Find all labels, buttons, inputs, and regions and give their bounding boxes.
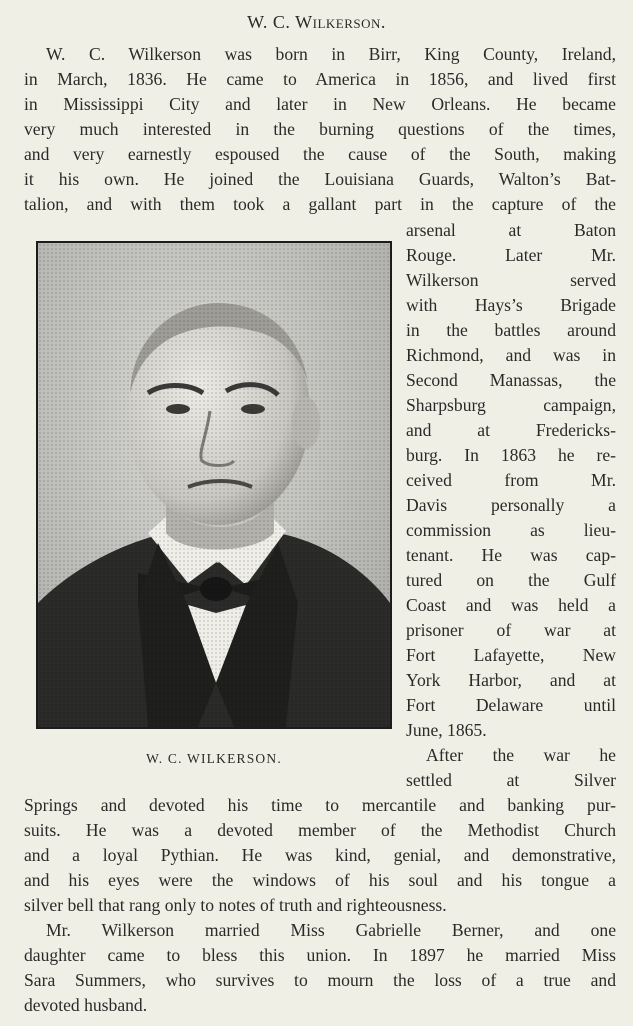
body-line: Wilkerson served <box>406 270 616 290</box>
body-line: Sara Summers, who survives to mourn the loss of a true and <box>24 970 616 990</box>
body-line: Mr. Wilkerson married Miss Gabrielle Berner, and one <box>46 920 616 940</box>
body-line: daughter came to bless this union. In 1897 he married Miss <box>24 945 616 965</box>
body-line: settled at Silver <box>406 770 616 790</box>
body-line: burg. In 1863 he re- <box>406 445 616 465</box>
body-line: After the war he <box>426 745 616 765</box>
body-line: Fort Lafayette, New <box>406 645 616 665</box>
body-line: June, 1865. <box>406 720 487 740</box>
body-line: Richmond, and was in <box>406 345 616 365</box>
body-line: W. C. Wilkerson was born in Birr, King County, Ireland, <box>46 44 616 64</box>
body-line: very much interested in the burning questions of the times, <box>24 119 616 139</box>
portrait-illustration <box>38 243 390 727</box>
body-line: arsenal at Baton <box>406 220 616 240</box>
body-line: and his eyes were the windows of his soul and his tongue a <box>24 870 616 890</box>
body-line: commission as lieu- <box>406 520 616 540</box>
body-line: Rouge. Later Mr. <box>406 245 616 265</box>
body-line: Sharpsburg campaign, <box>406 395 616 415</box>
title-rest: ilkerson. <box>312 12 386 32</box>
body-line: Coast and was held a <box>406 595 616 615</box>
portrait-photo <box>36 241 392 729</box>
body-line: devoted husband. <box>24 995 148 1015</box>
body-line: with Hays’s Brigade <box>406 295 616 315</box>
body-line: tured on the Gulf <box>406 570 616 590</box>
body-line: and at Fredericks- <box>406 420 616 440</box>
photo-caption: W. C. WILKERSON. <box>146 751 282 766</box>
body-line: Fort Delaware until <box>406 695 616 715</box>
body-line: in the battles around <box>406 320 616 340</box>
body-line: and very earnestly espoused the cause of the South, making <box>24 144 616 164</box>
body-line: Second Manassas, the <box>406 370 616 390</box>
body-line: silver bell that rang only to notes of truth and righteousness. <box>24 895 447 915</box>
body-line: Springs and devoted his time to mercantile and banking pur- <box>24 795 616 815</box>
body-line: in Mississippi City and later in New Orleans. He became <box>24 94 616 114</box>
body-line: Davis personally a <box>406 495 616 515</box>
body-line: it his own. He joined the Louisiana Guards, Walton’s Bat- <box>24 169 616 189</box>
title-initials: W. C. W <box>247 12 313 32</box>
body-line: prisoner of war at <box>406 620 616 640</box>
body-line: suits. He was a devoted member of the Methodist Church <box>24 820 616 840</box>
page-title <box>0 12 633 33</box>
body-line: and a loyal Pythian. He was kind, genial, and demonstrative, <box>24 845 616 865</box>
body-line: ceived from Mr. <box>406 470 616 490</box>
body-line: in March, 1836. He came to America in 1856, and lived first <box>24 69 616 89</box>
body-line: tenant. He was cap- <box>406 545 616 565</box>
body-line: York Harbor, and at <box>406 670 616 690</box>
body-line: talion, and with them took a gallant part in the capture of the <box>24 194 616 214</box>
